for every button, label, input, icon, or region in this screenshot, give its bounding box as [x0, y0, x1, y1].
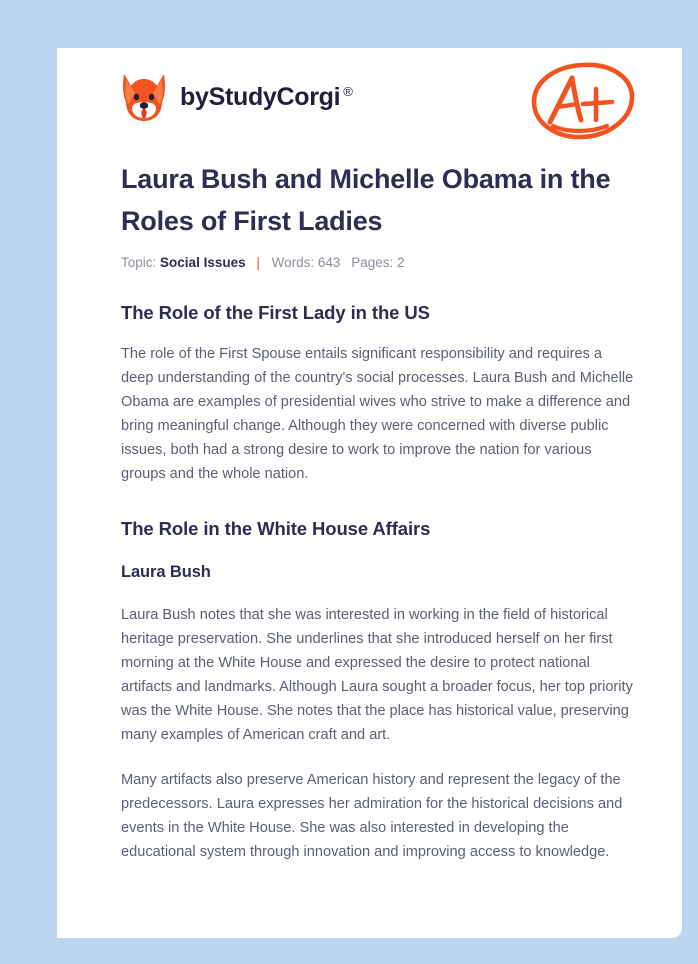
a-plus-circled-icon	[528, 58, 638, 144]
brand-name: StudyCorgi	[208, 82, 341, 111]
section-2-paragraph-1: Laura Bush notes that she was interested in working in the field of historical heritage preservation. She underlines that she introduced herself on her first morning at the White House and expressed the desire to protect national artifacts and landmarks. Although Laura sought a broader focus, her top priority was the White House. She notes that the place has historical value, preserving many examples of American craft and art.	[121, 607, 633, 743]
page-count: Pages: 2	[351, 255, 405, 270]
subsection-heading-laura-bush: Laura Bush	[121, 563, 211, 581]
word-count: Words: 643	[271, 255, 341, 270]
document-page	[57, 48, 682, 938]
section-heading-2: The Role in the White House Affairs	[121, 518, 431, 539]
meta-separator: |	[256, 255, 260, 270]
topic-value-link[interactable]: Social Issues	[160, 255, 246, 270]
corgi-face-icon	[121, 71, 167, 123]
brand-prefix: by	[180, 82, 209, 111]
brand-wordmark	[180, 83, 353, 112]
page-content	[121, 48, 638, 864]
section-heading-1: The Role of the First Lady in the US	[121, 302, 430, 323]
section-1-paragraph-1: The role of the First Spouse entails significant responsibility and requires a deep understanding of the country's social processes. Laura Bush and Michelle Obama are examples of presidential wives who strive to make a difference and bring meaningful change. Although they were concerned with diverse public issues, both had a strong desire to work to improve the nation for various groups and the whole nation.	[121, 346, 634, 482]
page-title: Laura Bush and Michelle Obama in the Roles of First Ladies	[121, 164, 611, 236]
document-meta	[121, 255, 638, 270]
section-2-paragraph-2: Many artifacts also preserve American history and represent the legacy of the predecessors. Laura expresses her admiration for the historical decisions and events in the White House. She was also interested in developing the educational system through innovation and improving access to knowledge.	[121, 772, 623, 860]
registered-trademark-icon: ®	[343, 83, 353, 99]
topic-label: Topic:	[121, 255, 157, 270]
studycorgi-logo[interactable]	[121, 71, 353, 123]
page-header	[121, 48, 638, 158]
